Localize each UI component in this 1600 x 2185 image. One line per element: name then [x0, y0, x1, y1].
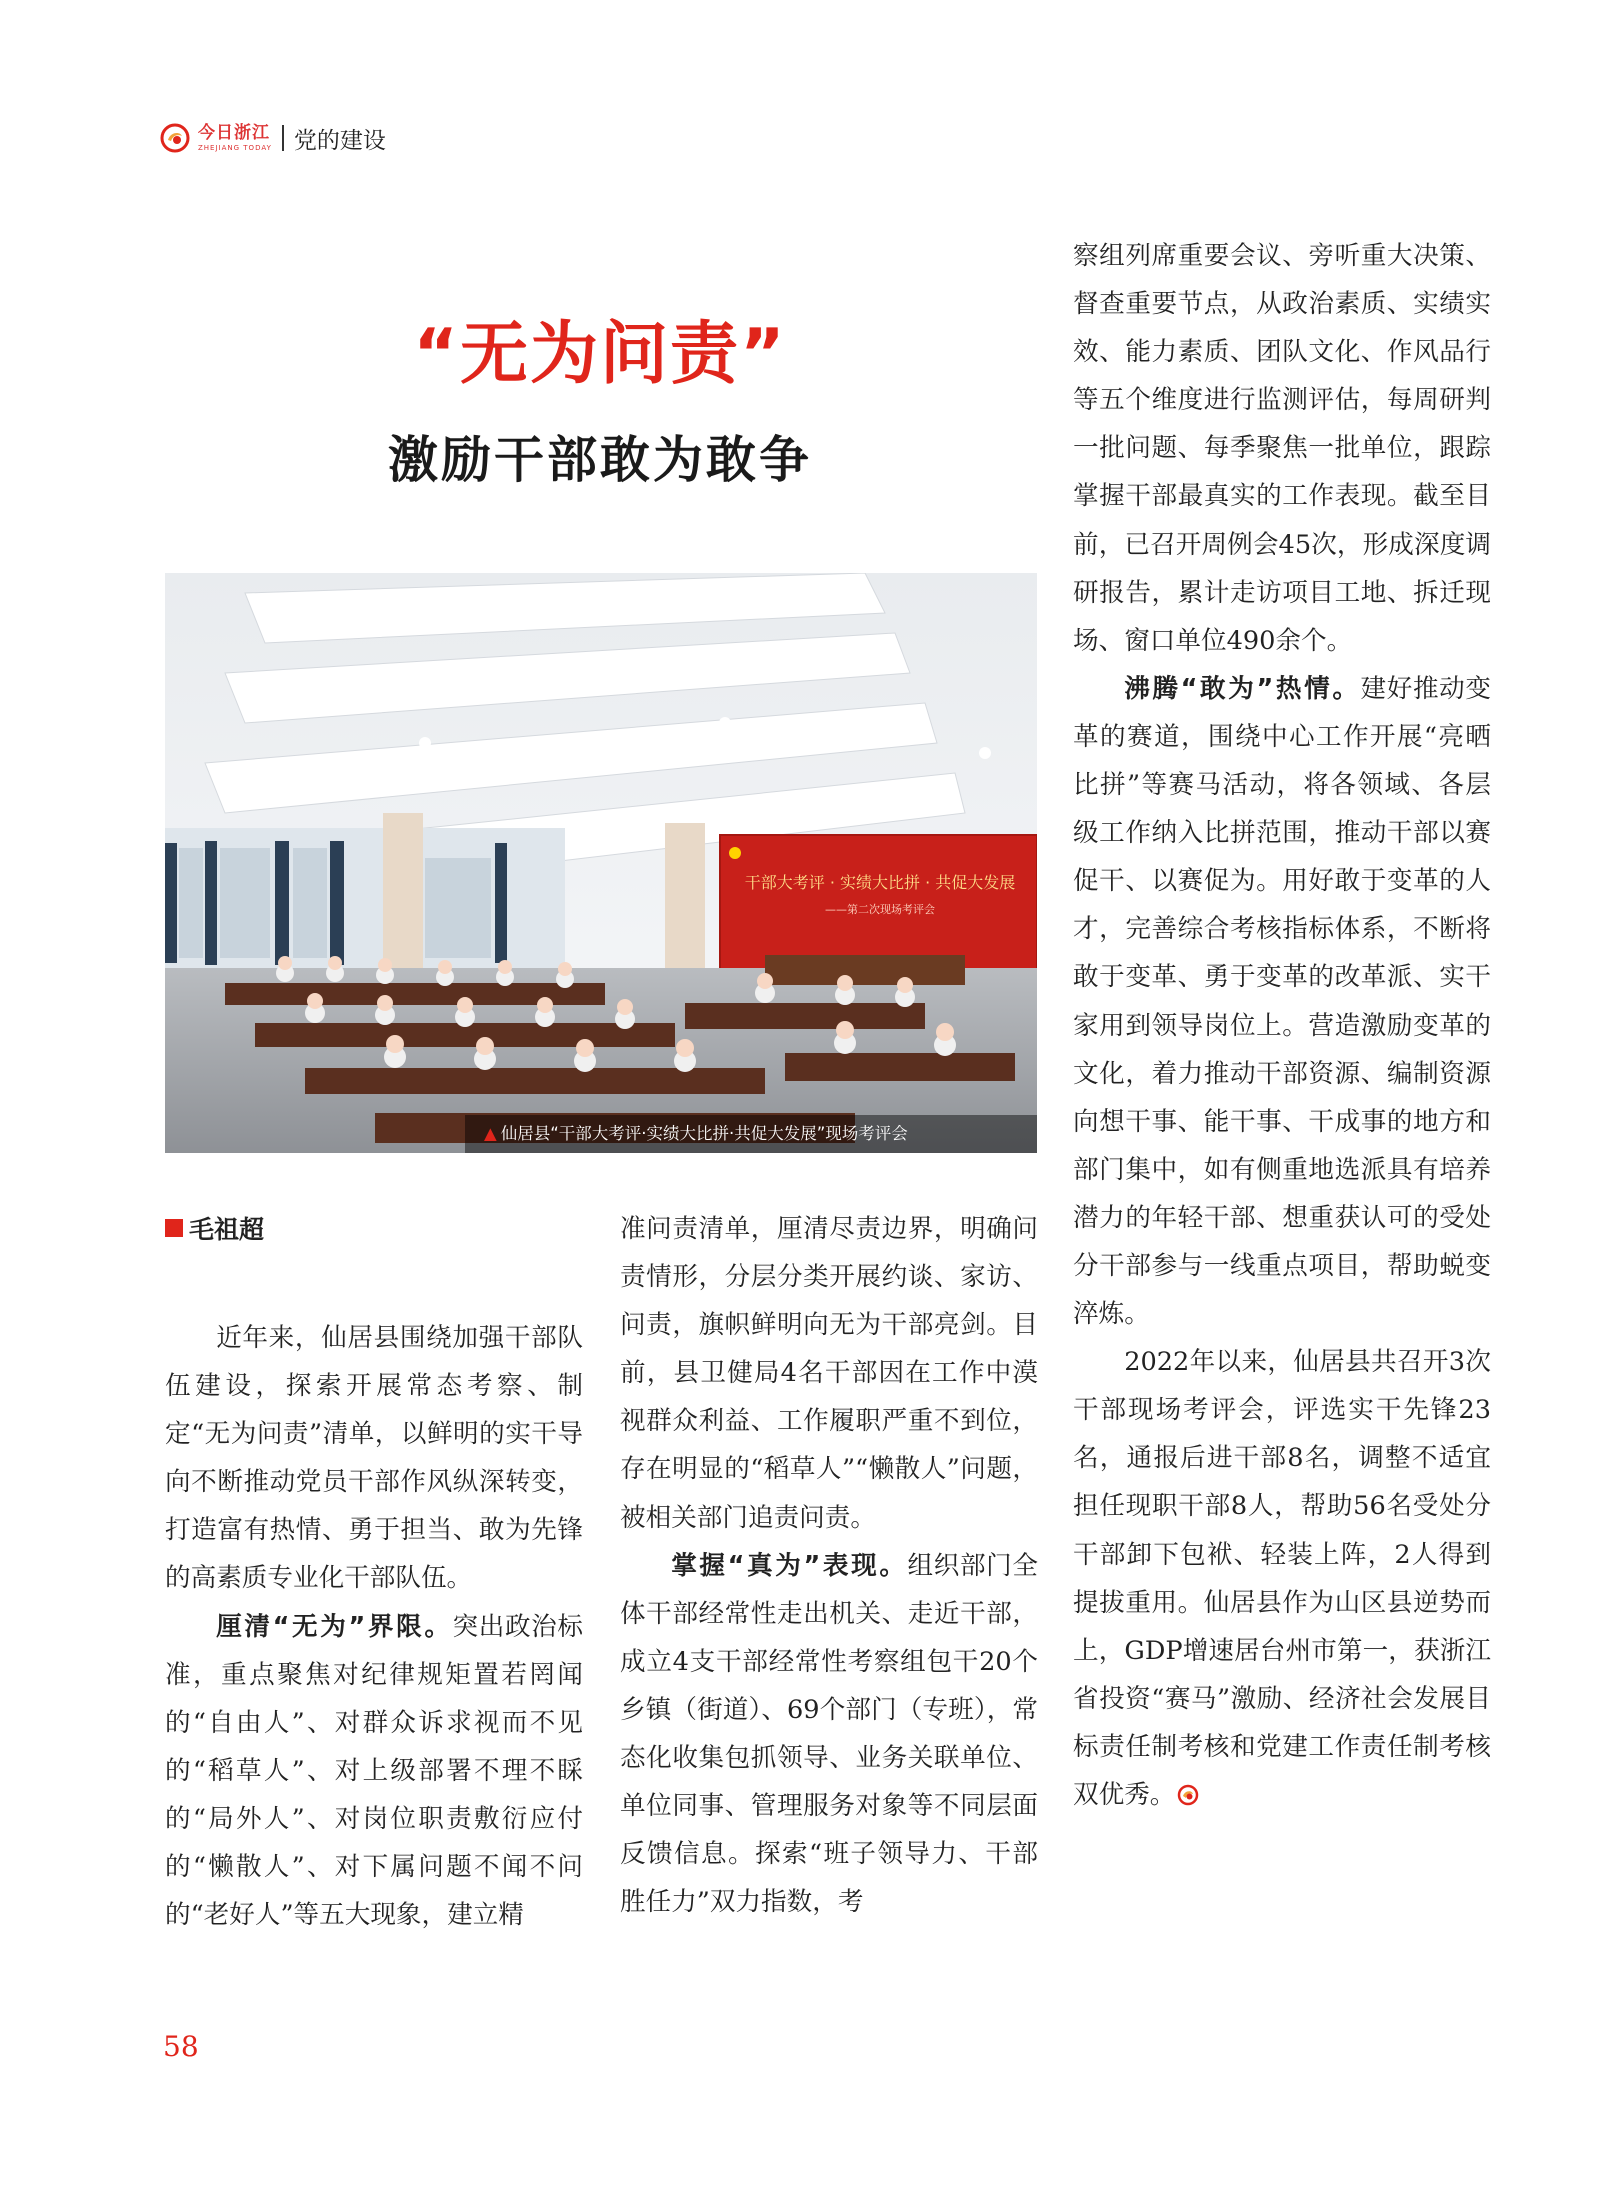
end-mark-icon [1177, 1784, 1199, 1806]
article-title: “无为问责” [413, 315, 787, 394]
paragraph-clarify-body: 突出政治标准，重点聚焦对纪律规矩置若罔闻的“自由人”、对群众诉求视而不见的“稻草人”、对上级部署不理不睬的“局外人”、对岗位职责敷衍应付的“懒散人”、对下属问题不闻不问的“老好人”等五大现象，建立精 [165, 1611, 583, 1931]
paragraph-inspection: 察组列席重要会议、旁听重大决策、督查重要节点，从政治素质、实绩实效、能力素质、团队文化、作风品行等五个维度进行监测评估，每周研判一批问题、每季聚焦一批单位，跟踪掌握干部最真实的工作表现。截至目前，已召开周例会45次，形成深度调研报告，累计走访项目工地、拆迁现场、窗口单位490余个。 [1073, 241, 1491, 656]
paragraph-intro: 近年来，仙居县围绕加强干部队伍建设，探索开展常态考察、制定“无为问责”清单，以鲜明的实干导向不断推动党员干部作风纵深转变，打造富有热情、勇于担当、敢为先锋的高素质专业化干部队伍。 [165, 1323, 583, 1594]
logo-english: ZHEJIANG TODAY [198, 143, 272, 152]
photo-caption [484, 1120, 908, 1144]
header-divider [282, 125, 284, 151]
banner-subtitle: ——第二次现场考评会 [825, 903, 935, 916]
section-name: 党的建设 [293, 127, 386, 154]
paragraph-results [1073, 1338, 1491, 1819]
paragraph-enthusiasm-body: 建好推动变革的赛道，围绕中心工作开展“亮晒比拼”等赛马活动，将各领域、各层级工作纳入比拼范围，推动干部以赛促干、以赛促为。用好敢于变革的人才，完善综合考核指标体系，不断将敢于变革、勇于变革的改革派、实干家用到领导岗位上。营造激励变革的文化，着力推动干部资源、编制资源向想干事、能干事、干成事的地方和部门集中，如有侧重地选派具有培养潜力的年轻干部、想重获认可的受处分干部参与一线重点项目，帮助蜕变淬炼。 [1073, 673, 1491, 1330]
author-name: 毛祖超 [189, 1215, 265, 1244]
paragraph-grasp [620, 1542, 1038, 1927]
lead-enthusiasm: 沸腾“敢为”热情。 [1124, 673, 1361, 704]
logo-chinese: 今日浙江 [198, 122, 270, 143]
caption-text: 仙居县“干部大考评·实绩大比拼·共促大发展”现场考评会 [500, 1124, 908, 1143]
paragraph-accountability: 准问责清单，厘清尽责边界，明确问责情形，分层分类开展约谈、家访、问责，旗帜鲜明向无为干部亮剑。目前，县卫健局4名干部因在工作中漠视群众利益、工作履职严重不到位，存在明显的“稻草人”“懒散人”问题，被相关部门追责问责。 [620, 1214, 1038, 1533]
page-header [160, 118, 386, 158]
zhejiang-today-logo-icon [160, 123, 190, 153]
red-square-icon [165, 1219, 183, 1237]
logo-text [198, 122, 272, 152]
meeting-photo [165, 573, 1037, 1153]
caption-triangle-icon: ▲ [484, 1124, 497, 1143]
lead-grasp: 掌握“真为”表现。 [671, 1550, 908, 1581]
banner-title: 干部大考评 · 实绩大比拼 · 共促大发展 [744, 873, 1016, 892]
column-3 [1073, 232, 1491, 1819]
party-emblem-icon [729, 847, 741, 859]
paragraph-enthusiasm [1073, 665, 1491, 1338]
paragraph-results-body: 2022年以来，仙居县共召开3次干部现场考评会，评选实干先锋23名，通报后进干部8名，调整不适宜担任现职干部8人，帮助56名受处分干部卸下包袱、轻装上阵，2人得到提拔重用。仙居县作为山区县逆势而上，GDP增速居台州市第一，获浙江省投资“赛马”激励、经济社会发展目标责任制考核和党建工作责任制考核双优秀。 [1073, 1347, 1491, 1810]
article-subtitle: 激励干部敢为敢争 [388, 430, 812, 489]
column-1 [165, 1314, 583, 1939]
column-2 [620, 1205, 1038, 1926]
author-byline [165, 1210, 264, 1246]
page-number: 58 [163, 2030, 199, 2063]
paragraph-grasp-body: 组织部门全体干部经常性走出机关、走近干部，成立4支干部经常性考察组包干20个乡镇（街道）、69个部门（专班），常态化收集包抓领导、业务关联单位、单位同事、管理服务对象等不同层面反馈信息。探索“班子领导力、干部胜任力”双力指数，考 [620, 1550, 1038, 1918]
meeting-room-illustration [165, 573, 1037, 1153]
lead-clarify: 厘清“无为”界限。 [216, 1611, 453, 1642]
paragraph-clarify [165, 1603, 583, 1940]
